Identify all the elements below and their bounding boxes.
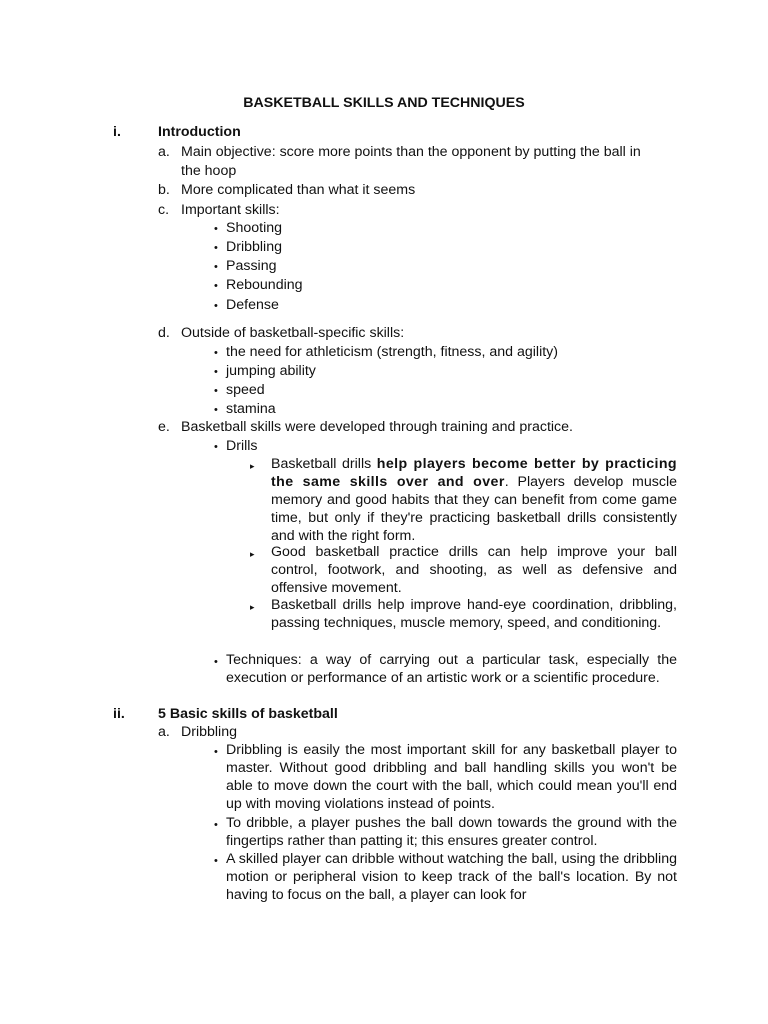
bullet-icon: • — [214, 366, 218, 378]
list-item: A skilled player can dribble without watching the ball, using the dribbling motion or peripheral vision to keep track of the ball's location. By not having to focus on the ball, a player can look for — [226, 851, 677, 903]
list-item: the need for athleticism (strength, fitness, and agility) — [226, 344, 558, 360]
item-label: d. — [158, 325, 170, 341]
item-text: Dribbling — [181, 724, 237, 740]
arrow-bullet-icon: ▸ — [250, 461, 255, 471]
list-item: Defense — [226, 297, 279, 313]
bullet-icon: • — [214, 242, 218, 254]
document-title: BASKETBALL SKILLS AND TECHNIQUES — [243, 95, 525, 111]
bullet-icon: • — [214, 280, 218, 292]
sub-list-item: Good basketball practice drills can help improve your ball control, footwork, and shooting, as well as defensive and offensive movement. — [271, 544, 677, 596]
item-text: Important skills: — [181, 202, 280, 218]
list-item: To dribble, a player pushes the ball down towards the ground with the fingertips rather than patting it; this ensures greater control. — [226, 815, 677, 849]
section-numeral: i. — [113, 124, 121, 140]
bullet-icon: • — [214, 261, 218, 273]
list-item: Dribbling is easily the most important skill for any basketball player to master. Without good dribbling and ball handling skills you won't be able to move down the court with the ball, which could mean you'll end up with moving violations instead of points. — [226, 742, 677, 812]
bullet-icon: • — [214, 855, 218, 867]
item-text: Outside of basketball-specific skills: — [181, 325, 405, 341]
item-text: More complicated than what it seems — [181, 182, 416, 198]
section-heading: 5 Basic skills of basketball — [158, 706, 338, 722]
arrow-bullet-icon: ▸ — [250, 602, 255, 612]
bullet-icon: • — [214, 385, 218, 397]
item-label: a. — [158, 724, 170, 740]
list-item: speed — [226, 382, 265, 398]
list-item: Dribbling — [226, 239, 282, 255]
item-label: a. — [158, 144, 170, 160]
item-text-continued: the hoop — [181, 163, 237, 179]
item-label: b. — [158, 182, 170, 198]
item-text: Basketball skills were developed through training and practice. — [181, 419, 573, 435]
bullet-icon: • — [214, 441, 218, 453]
item-label: c. — [158, 202, 170, 218]
list-item: Rebounding — [226, 277, 303, 293]
list-item: Passing — [226, 258, 277, 274]
list-item: Drills — [226, 438, 258, 454]
section-numeral: ii. — [113, 706, 125, 722]
item-text: Main objective: score more points than the opponent by putting the ball in — [181, 144, 641, 160]
sub-list-item: Basketball drills help improve hand-eye coordination, dribbling, passing techniques, muscle memory, speed, and conditioning. — [271, 597, 677, 631]
list-item: Techniques: a way of carrying out a particular task, especially the execution or performance of an artistic work or a scientific procedure. — [226, 652, 677, 686]
list-item: Shooting — [226, 220, 283, 236]
bullet-icon: • — [214, 404, 218, 416]
sub-list-item: Basketball drills help players become better by practicing the same skills over and over. Players develop muscle memory and good habits that they can benefit from come game time, but only if they're practicing basketball drills consistently and with the right form. — [271, 456, 677, 544]
list-item: stamina — [226, 401, 276, 417]
section-heading: Introduction — [158, 124, 241, 140]
bullet-icon: • — [214, 223, 218, 235]
bullet-icon: • — [214, 656, 218, 668]
arrow-bullet-icon: ▸ — [250, 549, 255, 559]
bullet-icon: • — [214, 300, 218, 312]
item-label: e. — [158, 419, 170, 435]
bullet-icon: • — [214, 746, 218, 758]
bullet-icon: • — [214, 347, 218, 359]
bullet-icon: • — [214, 819, 218, 831]
list-item: jumping ability — [226, 363, 316, 379]
